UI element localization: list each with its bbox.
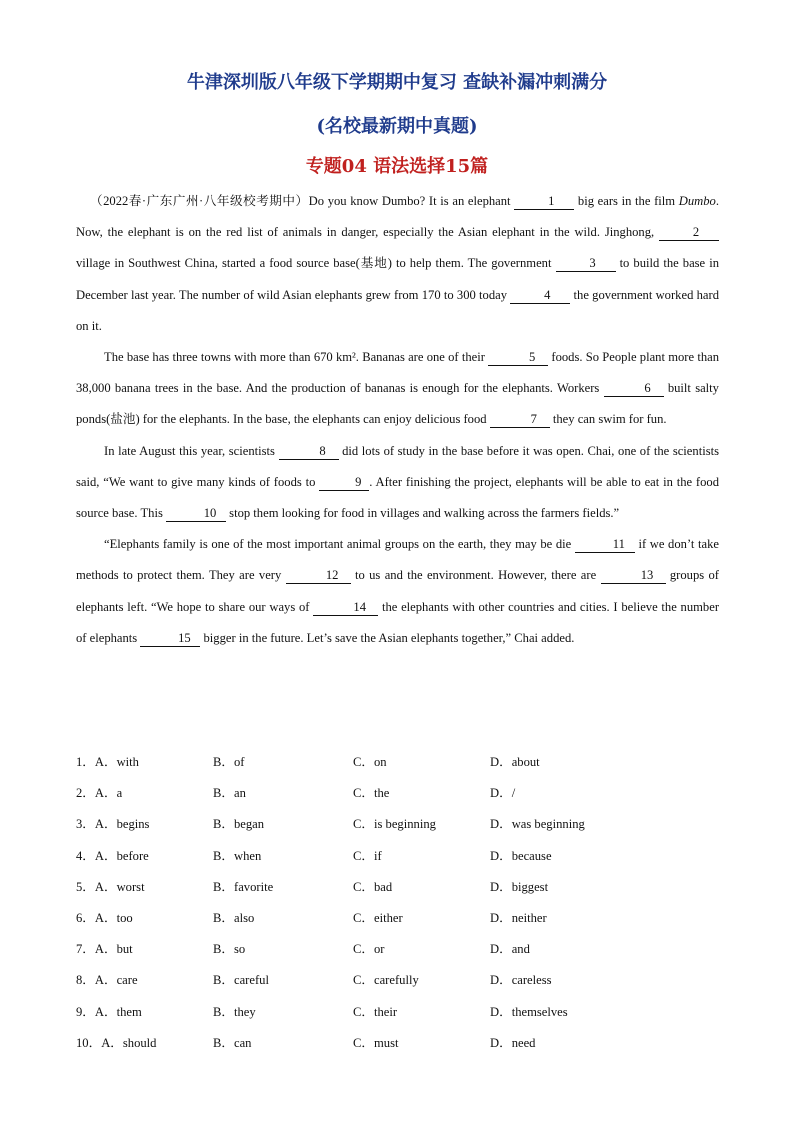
option-a: A．begins	[94, 817, 150, 832]
blank-6: 6	[604, 381, 664, 397]
document-title: 牛津深圳版八年级下学期期中复习 查缺补漏冲刺满分	[186, 72, 608, 93]
option-d: D．biggest	[490, 879, 549, 894]
passage	[76, 186, 719, 654]
option-b: B．began	[213, 817, 265, 832]
blank-12: 12	[286, 568, 351, 584]
film-title: Dumbo	[678, 194, 716, 208]
option-c: C．bad	[353, 879, 393, 894]
option-b: B．also	[213, 910, 255, 925]
option-b: B．they	[213, 1004, 256, 1019]
blank-10: 10	[166, 506, 226, 522]
option-b: B．of	[213, 755, 245, 769]
option-b: B．an	[213, 786, 246, 801]
question-row: 3．A．begins B．began C．is beginning D．was beginning	[76, 812, 719, 843]
option-c: C．on	[353, 755, 387, 769]
question-row: 1．A．with B．of C．on D．about	[76, 750, 719, 781]
blank-2: 2	[659, 225, 719, 241]
option-d: D．neither	[490, 910, 547, 925]
blank-8: 8	[279, 444, 339, 460]
blank-11: 11	[575, 537, 635, 553]
option-b: B．so	[213, 942, 246, 957]
option-b: B．when	[213, 848, 262, 863]
blank-15: 15	[140, 631, 200, 647]
option-b: B．favorite	[213, 879, 274, 894]
question-row: 5．A．worst B．favorite C．bad D．biggest	[76, 875, 719, 906]
blank-5: 5	[488, 350, 548, 366]
document-subtitle: (名校最新期中真题)	[316, 116, 478, 137]
option-b: B．can	[213, 1035, 252, 1050]
blank-4: 4	[510, 288, 570, 304]
question-row: 8．A．care B．careful C．carefully D．careless	[76, 968, 719, 999]
option-a: A．but	[94, 942, 133, 957]
option-d: D．/	[490, 786, 516, 801]
option-c: C．the	[353, 786, 390, 801]
blank-13: 13	[601, 568, 666, 584]
question-options	[76, 750, 719, 1062]
question-row: 6．A．too B．also C．either D．neither	[76, 906, 719, 937]
option-a: A．too	[94, 910, 133, 925]
option-b: B．careful	[213, 973, 269, 988]
option-a: A．a	[94, 786, 123, 801]
blank-14: 14	[313, 600, 378, 616]
paragraph-2: The base has three towns with more than 670 km². Bananas are one of their 5 foods. So People plant more than 38,000 banana trees in the base. And the production of bananas is enough for the elephants. Workers 6 built salty ponds(盐池) for the elephants. In the base, the elephants can enjoy delicious food 7 they can swim for fun.	[76, 350, 720, 427]
question-row: 2．A．a B．an C．the D．/	[76, 781, 719, 812]
option-d: D．because	[490, 848, 552, 863]
source-note: （2022春·广东广州·八年级校考期中）	[90, 194, 309, 208]
option-d: D．careless	[490, 973, 552, 988]
question-row: 4．A．before B．when C．if D．because	[76, 844, 719, 875]
option-d: D．about	[490, 755, 540, 769]
question-row: 9．A．them B．they C．their D．themselves	[76, 1000, 719, 1031]
blank-3: 3	[556, 256, 616, 272]
paragraph-1: （2022春·广东广州·八年级校考期中）Do you know Dumbo? It is an elephant 1 big ears in the film Dumbo. Now, the elephant is on the red list of animals in danger, especially the Asian elephant in the wild. Jinghong, 2 village in Southwest China, started a food source base(基地) to help them. The government 3 to build the base in December last year. The number of wild Asian elephants grew from 170 to 300 today 4 the government worked hard on it.	[76, 194, 719, 333]
option-a: A．them	[94, 1004, 142, 1019]
blank-7: 7	[490, 412, 550, 428]
option-c: C．if	[353, 848, 382, 863]
option-a: A．should	[101, 1035, 157, 1050]
topic-heading: 专题04 语法选择15篇	[305, 156, 489, 177]
option-d: D．and	[490, 942, 530, 957]
paragraph-4: “Elephants family is one of the most important animal groups on the earth, they may be die 11 if we don’t take methods to protect them. They are very 12 to us and the environment. However, there are 13 groups of elephants left. “We hope to share our ways of 14 the elephants with other countries and cities. I believe the number of elephants 15 bigger in the future. Let’s save the Asian elephants together,” Chai added.	[76, 537, 720, 645]
option-a: A．with	[94, 755, 139, 769]
option-a: A．care	[94, 973, 138, 988]
blank-1: 1	[514, 194, 574, 210]
question-row: 10．A．should B．can C．must D．need	[76, 1031, 719, 1062]
blank-9: 9	[319, 475, 369, 491]
option-a: A．worst	[94, 879, 145, 894]
option-c: C．is beginning	[353, 817, 436, 832]
question-row: 7．A．but B．so C．or D．and	[76, 937, 719, 968]
option-c: C．their	[353, 1004, 398, 1019]
paragraph-3: In late August this year, scientists 8 did lots of study in the base before it was open. Chai, one of the scientists said, “We want to give many kinds of foods to 9 . After finishing the project, elephants will be able to eat in the food source base. This 10 stop them looking for food in villages and walking across the farmers fields.”	[76, 443, 719, 521]
option-d: D．was beginning	[490, 817, 585, 832]
option-c: C．carefully	[353, 973, 419, 988]
option-d: D．need	[490, 1035, 536, 1050]
option-d: D．themselves	[490, 1004, 568, 1019]
option-c: C．either	[353, 910, 403, 925]
option-c: C．must	[353, 1035, 399, 1050]
option-c: C．or	[353, 942, 385, 957]
option-a: A．before	[94, 848, 149, 863]
